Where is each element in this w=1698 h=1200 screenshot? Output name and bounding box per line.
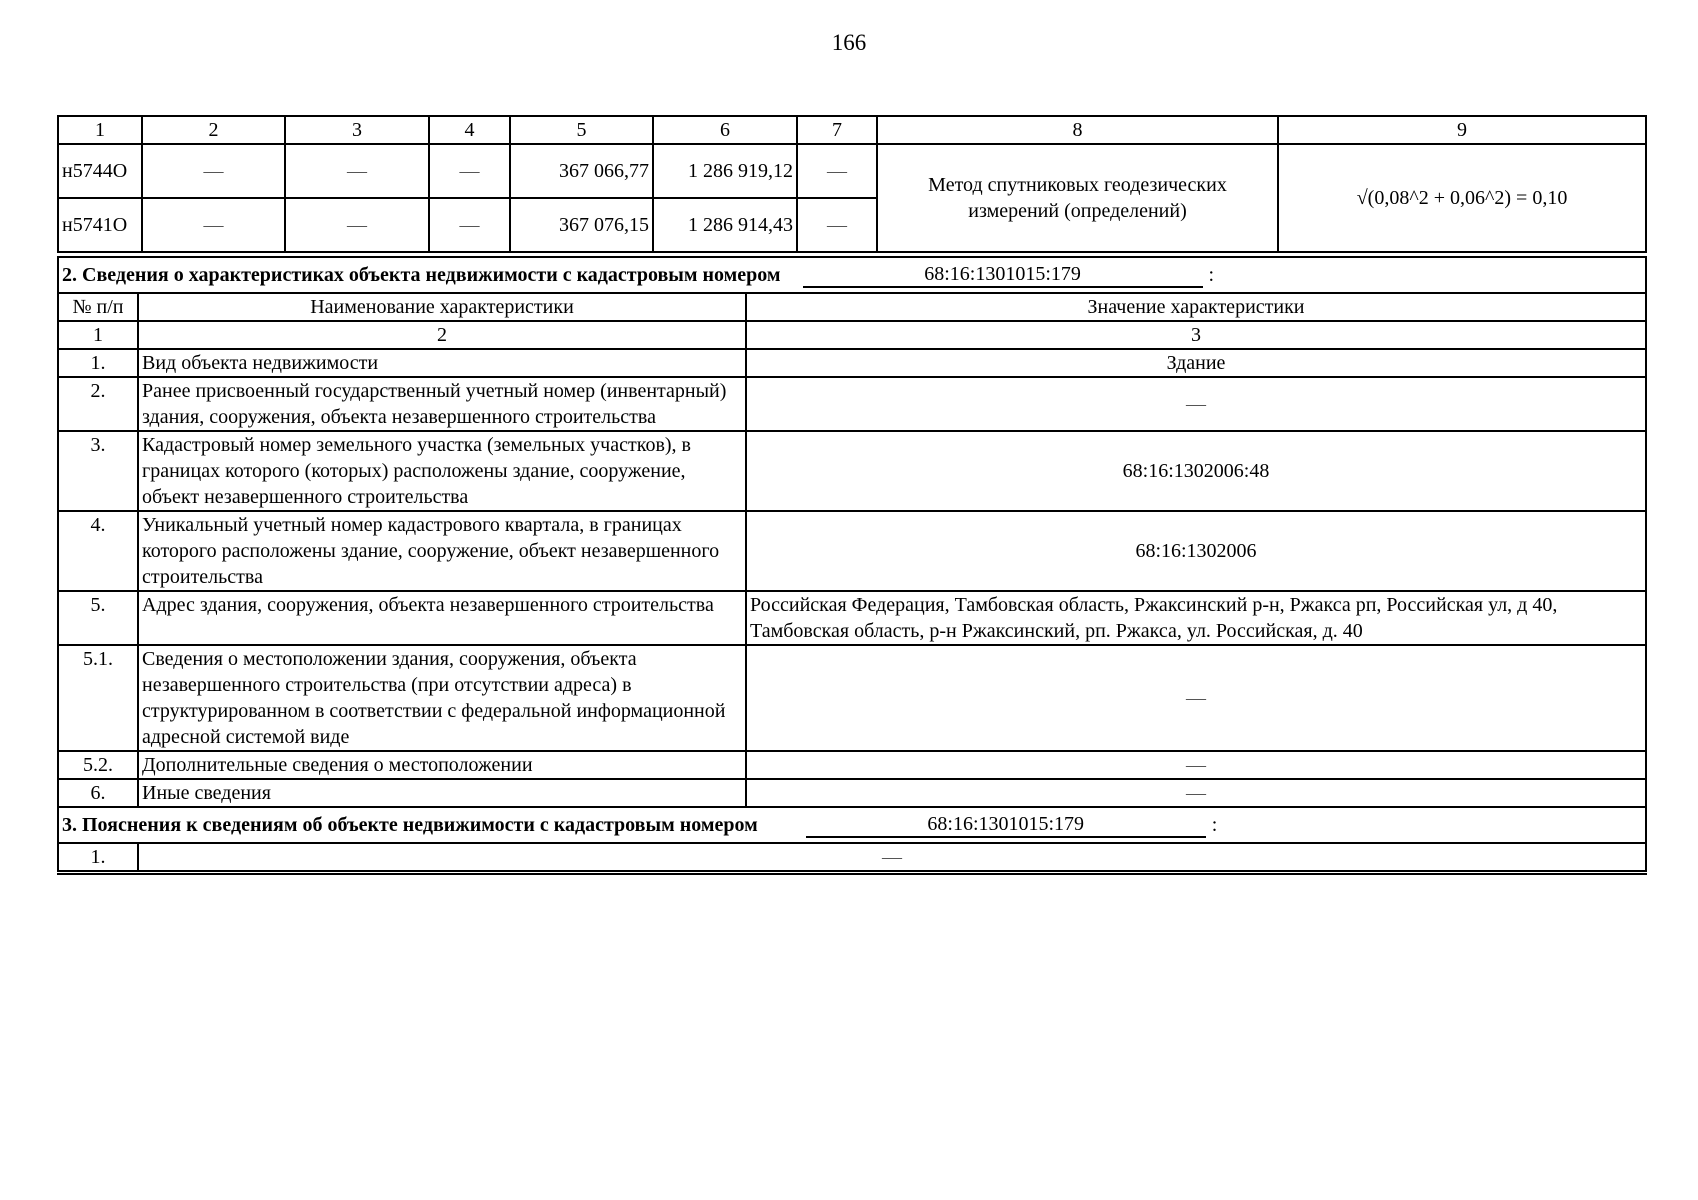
row-name: Иные сведения bbox=[138, 779, 746, 807]
table-row bbox=[58, 144, 1646, 198]
section2-title-row bbox=[58, 257, 1646, 293]
table-row bbox=[58, 843, 1646, 873]
row-value: — bbox=[138, 843, 1646, 873]
row-index: 3. bbox=[58, 431, 138, 511]
chars-header-row bbox=[58, 293, 1646, 321]
section3-title: 3. Пояснения к сведениям об объекте недвижимости с кадастровым номером bbox=[62, 814, 758, 836]
coord-x: 367 066,77 bbox=[510, 144, 653, 198]
section3-colon: : bbox=[1211, 814, 1218, 836]
section2-title: 2. Сведения о характеристиках объекта недвижимости с кадастровым номером bbox=[62, 264, 781, 286]
row-name: Кадастровый номер земельного участка (земельных участков), в границах которого (которых) расположены здание, сооружение, объект незавершенного строительства bbox=[138, 431, 746, 511]
col-header-name: Наименование характеристики bbox=[138, 293, 746, 321]
row-value: Здание bbox=[746, 349, 1646, 377]
col-header-5: 5 bbox=[510, 116, 653, 144]
section2-colon: : bbox=[1208, 264, 1215, 286]
row-index: 5.1. bbox=[58, 645, 138, 751]
col-number-3: 3 bbox=[746, 321, 1646, 349]
empty-cell: — bbox=[429, 198, 510, 252]
accuracy-cell: √(0,08^2 + 0,06^2) = 0,10 bbox=[1278, 144, 1646, 252]
row-value: — bbox=[746, 751, 1646, 779]
row-index: 5. bbox=[58, 591, 138, 645]
section3-title-cell bbox=[58, 807, 1646, 843]
col-number-1: 1 bbox=[58, 321, 138, 349]
row-index: 1. bbox=[58, 843, 138, 873]
empty-cell: — bbox=[285, 144, 429, 198]
col-header-2: 2 bbox=[142, 116, 285, 144]
table-row bbox=[58, 591, 1646, 645]
row-value: — bbox=[746, 377, 1646, 431]
section2-title-cell bbox=[58, 257, 1646, 293]
row-name: Ранее присвоенный государственный учетный номер (инвентарный) здания, сооружения, объекта незавершенного строительства bbox=[138, 377, 746, 431]
row-value: Российская Федерация, Тамбовская область, Ржаксинский р-н, Ржакса рп, Российская ул, д 40, Тамбовская область, р-н Ржаксинский, рп. Ржакса, ул. Российская, д. 40 bbox=[746, 591, 1646, 645]
row-name: Сведения о местоположении здания, сооружения, объекта незавершенного строительства (при отсутствии адреса) в структурированном в соответствии с федеральной информационной адресной системой виде bbox=[138, 645, 746, 751]
row-value: 68:16:1302006:48 bbox=[746, 431, 1646, 511]
coordinates-table bbox=[57, 115, 1647, 253]
empty-cell: — bbox=[285, 198, 429, 252]
table-row bbox=[58, 377, 1646, 431]
table-row bbox=[58, 779, 1646, 807]
coord-y: 1 286 919,12 bbox=[653, 144, 797, 198]
col-header-value: Значение характеристики bbox=[746, 293, 1646, 321]
empty-cell: — bbox=[142, 198, 285, 252]
row-index: 4. bbox=[58, 511, 138, 591]
row-name: Уникальный учетный номер кадастрового квартала, в границах которого расположены здание, сооружение, объект незавершенного строительства bbox=[138, 511, 746, 591]
row-name: Адрес здания, сооружения, объекта незавершенного строительства bbox=[138, 591, 746, 645]
row-name: Дополнительные сведения о местоположении bbox=[138, 751, 746, 779]
col-header-4: 4 bbox=[429, 116, 510, 144]
table-row bbox=[58, 751, 1646, 779]
coords-header-row bbox=[58, 116, 1646, 144]
row-name: Вид объекта недвижимости bbox=[138, 349, 746, 377]
row-value: — bbox=[746, 645, 1646, 751]
page-number: 166 bbox=[831, 30, 867, 55]
col-header-1: 1 bbox=[58, 116, 142, 144]
method-cell: Метод спутниковых геодезических измерений (определений) bbox=[877, 144, 1278, 252]
row-index: 1. bbox=[58, 349, 138, 377]
point-name: н5744О bbox=[58, 144, 142, 198]
empty-cell: — bbox=[797, 144, 877, 198]
empty-cell: — bbox=[142, 144, 285, 198]
table-row bbox=[58, 431, 1646, 511]
coord-x: 367 076,15 bbox=[510, 198, 653, 252]
col-header-index: № п/п bbox=[58, 293, 138, 321]
row-index: 2. bbox=[58, 377, 138, 431]
col-header-9: 9 bbox=[1278, 116, 1646, 144]
row-value: 68:16:1302006 bbox=[746, 511, 1646, 591]
col-header-3: 3 bbox=[285, 116, 429, 144]
col-number-2: 2 bbox=[138, 321, 746, 349]
point-name: н5741О bbox=[58, 198, 142, 252]
section3-title-row bbox=[58, 807, 1646, 843]
chars-colnum-row bbox=[58, 321, 1646, 349]
col-header-8: 8 bbox=[877, 116, 1278, 144]
row-index: 5.2. bbox=[58, 751, 138, 779]
col-header-7: 7 bbox=[797, 116, 877, 144]
row-index: 6. bbox=[58, 779, 138, 807]
section3-cadastral-number: 68:16:1301015:179 bbox=[806, 812, 1206, 838]
table-row bbox=[58, 511, 1646, 591]
col-header-6: 6 bbox=[653, 116, 797, 144]
section2-cadastral-number: 68:16:1301015:179 bbox=[803, 262, 1203, 288]
table-row bbox=[58, 349, 1646, 377]
empty-cell: — bbox=[429, 144, 510, 198]
empty-cell: — bbox=[797, 198, 877, 252]
characteristics-table bbox=[57, 256, 1647, 875]
table-row bbox=[58, 645, 1646, 751]
row-value: — bbox=[746, 779, 1646, 807]
coord-y: 1 286 914,43 bbox=[653, 198, 797, 252]
